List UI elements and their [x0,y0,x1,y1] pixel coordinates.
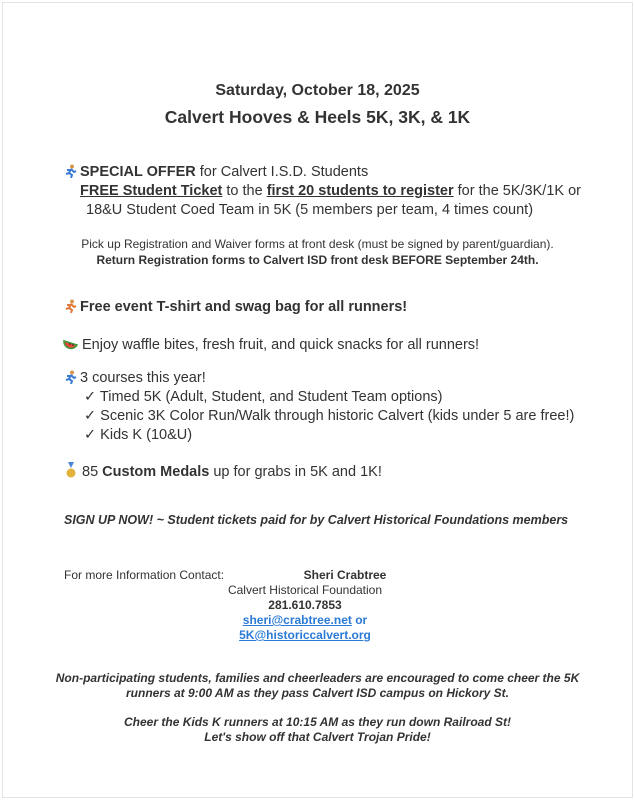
pickup-note: Pick up Registration and Waiver forms at front desk (must be signed by parent/guardian). [81,237,554,251]
special-offer-text: for Calvert I.S.D. Students [195,164,369,180]
runner-icon [64,370,77,384]
medal-icon [66,462,76,478]
course-item: ✓ Kids K (10&U) [84,427,193,443]
runner-icon [64,299,77,313]
medal-count: 85 [82,464,103,480]
contact-org: Calvert Historical Foundation [227,583,383,597]
signup-banner: SIGN UP NOW! ~ Student tickets paid for by Calvert Historical Foundations members [64,513,569,527]
email-link-sheri[interactable]: sheri@crabtree.net [242,613,352,627]
contact-label: For more Information Contact: [64,568,225,582]
free-ticket-label: FREE Student Ticket [80,183,223,199]
text: up for grabs in 5K and 1K! [209,464,382,480]
watermelon-icon [63,337,78,351]
text: to the [222,183,267,199]
snacks-line: Enjoy waffle bites, fresh fruit, and quick snacks for all runners! [82,337,480,353]
email-line-2 [155,628,455,642]
course-item: ✓ Scenic 3K Color Run/Walk through historic Calvert (kids under 5 are free!) [84,408,575,424]
cheer-line-2: runners at 9:00 AM as they pass Calvert ISD campus on Hickory St. [125,686,510,700]
text: for the 5K/3K/1K or [453,183,581,199]
special-offer-label: SPECIAL OFFER [80,164,196,180]
course-item: ✓ Timed 5K (Adult, Student, and Student Team options) [84,389,443,405]
first-20-label: first 20 students to register [266,183,454,199]
contact-name: Sheri Crabtree [303,568,387,582]
tshirt-line: Free event T-shirt and swag bag for all runners! [80,299,408,315]
email-link-5k[interactable]: 5K@historiccalvert.org [239,628,371,642]
cheer-line-1: Non-participating students, families and cheerleaders are encouraged to come cheer the 5K [55,671,580,685]
contact-phone: 281.610.7853 [268,598,342,612]
runner-icon [64,164,77,178]
special-offer-line [80,164,368,180]
return-note: Return Registration forms to Calvert ISD front desk BEFORE September 24th. [96,253,539,267]
medals-line [82,464,382,480]
cheer-line-4: Let's show off that Calvert Trojan Pride! [204,730,431,744]
event-date: Saturday, October 18, 2025 [215,82,420,99]
event-title: Calvert Hooves & Heels 5K, 3K, & 1K [164,107,471,127]
text: or [351,613,368,627]
team-line: 18&U Student Coed Team in 5K (5 members per team, 4 times count) [86,202,534,218]
free-ticket-line [80,183,581,199]
cheer-line-3: Cheer the Kids K runners at 10:15 AM as they run down Railroad St! [124,715,511,729]
courses-intro: 3 courses this year! [80,370,206,386]
medals-label: Custom Medals [102,464,210,480]
email-line [155,613,455,627]
